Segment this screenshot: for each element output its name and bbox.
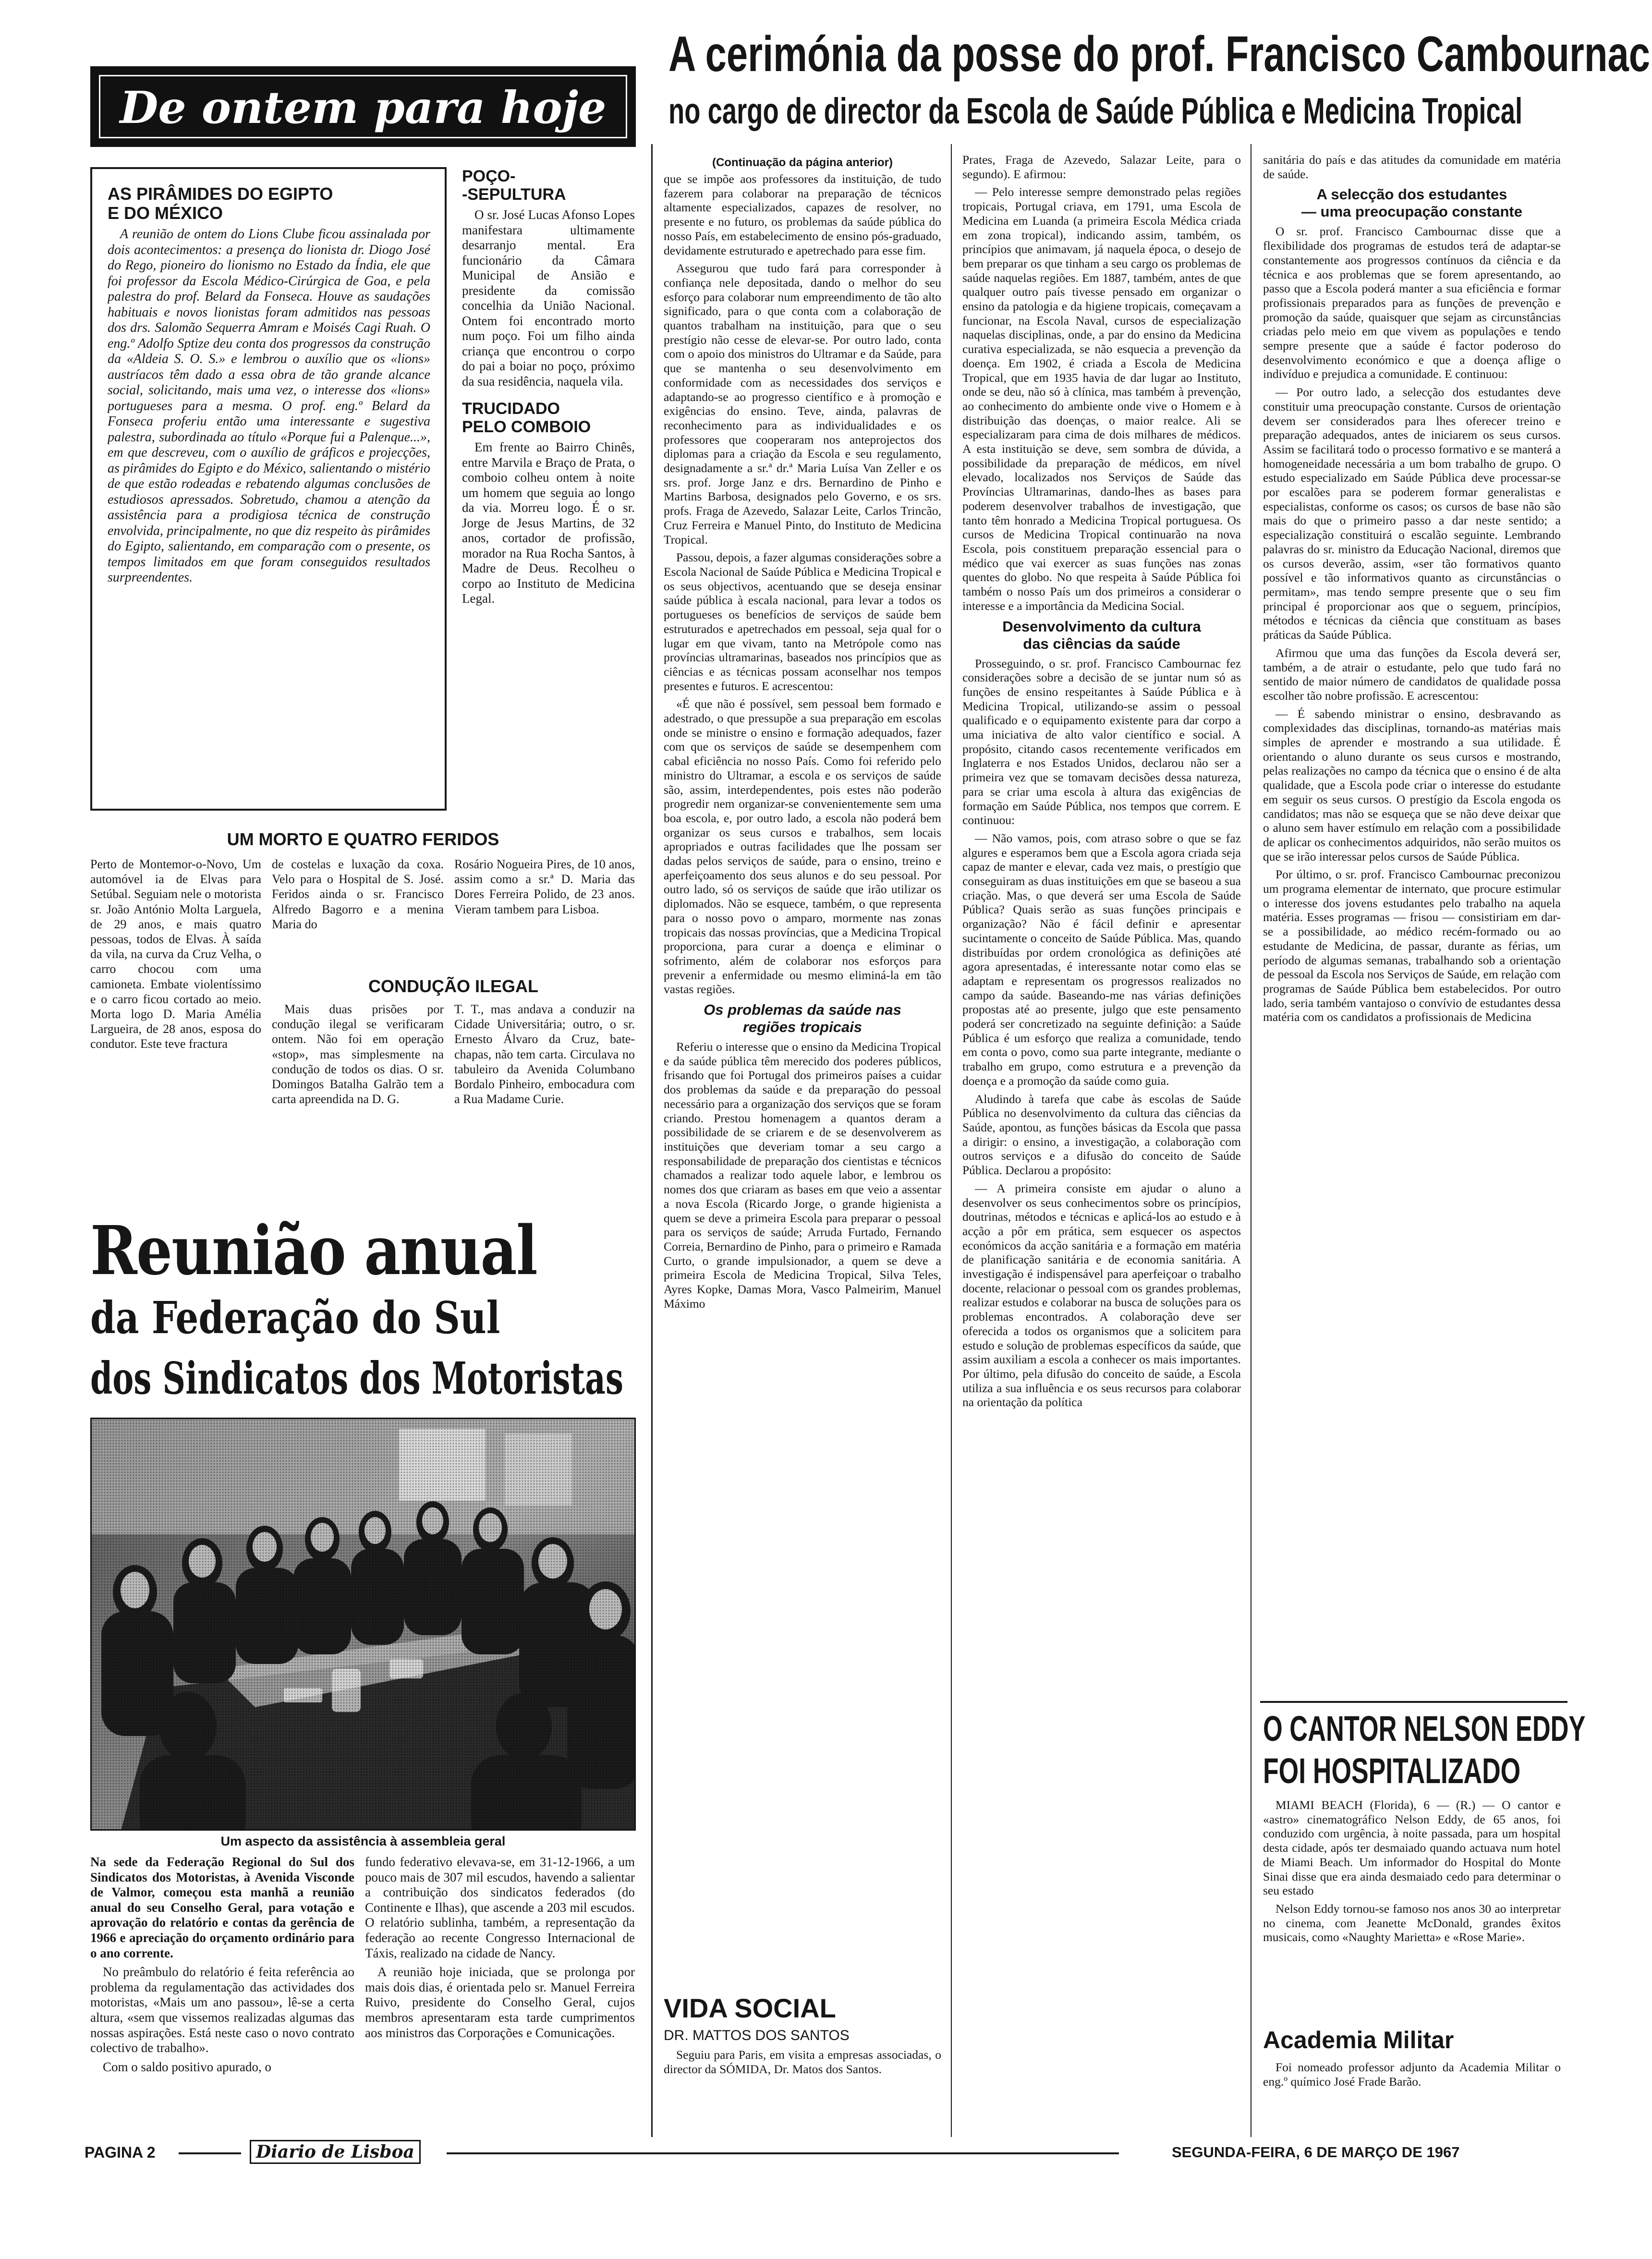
morto-col1 [90, 857, 261, 1188]
subhead-desenvolvimento [962, 618, 1241, 653]
subhead-seleccao-line1: A selecção dos estudantes [1316, 186, 1507, 203]
subhead-desenvolvimento-line2: das ciências da saúde [1023, 635, 1180, 652]
morto-body-1: Perto de Montemor-o-Novo, Um automóvel ia de Elvas para Setúbal. Seguiam nele o motorista sr. João António Molta Larguela, de 29 anos, e mais quatro pessoas, todos de Elvas. À saída da vila, na curva da Cruz Velha, o carro chocou com uma camioneta. Embate violentíssimo e o carro ficou cortado ao meio. Morta logo D. Maria Amélia Largueira, de 28 anos, esposa do condutor. Este teve fractura [90, 857, 261, 1051]
poco-title [462, 167, 635, 204]
vida-social-article [664, 2048, 941, 2125]
section-header-title: De ontem para hoje [120, 82, 607, 134]
reuniao-body-2: No preâmbulo do relatório é feita referência ao problema da regulamentação das actividades dos motoristas, «Mais um ano passou», lê-se a certa altura, «sem que vissemos realizadas algumas das nossas aspirações. Está neste caso o novo contrato colectivo de trabalho». [90, 1965, 354, 2055]
side-news-column [462, 167, 635, 811]
cerimonia-body-6: Prates, Fraga de Azevedo, Salazar Leite, para o segundo). E afirmou: [962, 153, 1241, 181]
cerimonia-body-7: — Pelo interesse sempre demonstrado pelas regiões tropicais, Portugal criava, em 1791, uma Escola de Medicina em Luanda (a primeira Escola Médica criada em zona tropical), indicando assim, também, os princípios que animavam, já naquela época, o desejo de bem preparar os que tinham a seu cargo os problemas de saúde naquelas regiões. Em 1887, também, antes de que qualquer outro país tivesse pensado em organizar o ensino da patologia e da higiene tropicais, começavam a funcionar, na Escola Naval, cursos de especialização naquelas disciplinas, onde, a par do ensino da Medicina curativa especializada, se não esquecia a prevenção da doença. Em 1902, é criada a Escola de Medicina Tropical, que em 1935 havia de dar lugar ao Instituto, onde se deu, não só à clínica, mas também à prevenção, ao conhecimento do ambiente onde vive o Homem e à distribuição das doenças, o maior realce. Ali se especializaram para cima de dois milhares de médicos. A esta instituição se deve, sem sombra de dúvida, a possibilidade da preparação de médicos, em nível elevado, localizados nos Serviços de Saúde das Províncias Ultramarinas, dando-lhes as bases para poderem desenvolver trabalhos de investigação, que tanto têm honrado a Medicina Tropical portuguesa. Os cursos de Medicina Tropical continuarão na nova Escola, pois constituem preparação essencial para o médico que vai exercer as suas funções nas zonas quentes do globo. No que respeita à Saúde Pública foi também o nosso País um dos primeiros a considerar o interesse e a importância da Medicina Social. [962, 185, 1241, 613]
reuniao-col1 [90, 1855, 354, 2143]
cerimonia-body-3: Passou, depois, a fazer algumas considerações sobre a Escola Nacional de Saúde Pública e Medicina Tropical e os seus objectivos, acentuando que se deseja ensinar saúde pública à escala nacional, para levar a todos os portugueses os benefícios de serviços de saúde bem estruturados e apetrechados em pessoal, seja qual for o lugar em que vivam, tanto na Metrópole como nas províncias ultramarinas, baseados nos princípios que as ciências e as técnicas possam aconselhar nos tempos presentes e futuros. E acrescentou: [664, 550, 941, 693]
trucidado-body: Em frente ao Bairro Chinês, entre Marvila e Braço de Prata, o comboio colheu ontem à noite um homem que seguia ao longo da via. Morreu logo. É o sr. Jorge de Jesus Martins, de 32 anos, cortador de profissão, morador na Rua Rocha Santos, à Madre de Deus. Recolheu o corpo ao Instituto de Medicina Legal. [462, 440, 635, 606]
nelson-body-2: Nelson Eddy tornou-se famoso nos anos 30 ao interpretar no cinema, com Jeanette McDonald, grandes êxitos musicais, como «Naughty Marietta» e «Rose Marie». [1263, 1901, 1561, 1944]
footer-page-number: PAGINA 2 [85, 2144, 156, 2161]
poco-body: O sr. José Lucas Afonso Lopes manifestara ultimamente desarranjo mental. Era funcionário da Câmara Municipal de Ansião e presidente da comissão concelhia da União Nacional. Ontem foi encontrado morto num poço. Foi um filho ainda criança que encontrou o corpo do pai a boiar no poço, próximo da sua residência, naquela vila. [462, 207, 635, 389]
cerimonia-body-14: — Por outro lado, a selecção dos estudantes deve constituir uma preocupação constante. Cursos de orientação devem ser considerados para lhes oferecer treino e preparação adequados, antes de iniciarem os seus cursos. Assim se facilitará todo o processo formativo e se manterá a homogeneidade necessária a um bom trabalho de grupo. O estudo especializado em Saúde Pública deve processar-se por escalões para se poderem formar generalistas e especialistas, conforme os casos; os cursos de base não são mais do que o primeiro passo a dar neste sentido; a especialização constituirá o escalão seguinte. Lembrando palavras do sr. ministro da Educação Nacional, diremos que os cursos deverão, assim, «ser tão formativos quanto possível e tão informativos quanto as circunstâncias o permitam», mas tendo sempre presente que o seu fim principal é proporcionar aos que o seguem, princípios, métodos e técnicas da ciência que constituam as bases práticas da Saúde Pública. [1263, 385, 1561, 642]
photo-caption: Um aspecto da assistência à assembleia geral [220, 1834, 506, 1848]
subhead-problemas-line2: regiões tropicais [742, 1019, 862, 1036]
footer-rule-left [179, 2152, 241, 2154]
subhead-seleccao-line2: — uma preocupação constante [1301, 203, 1522, 220]
main-headline-line2: no cargo de director da Escola de Saúde Pública e Medicina Tropical [668, 91, 1523, 132]
cerimonia-body-13: O sr. prof. Francisco Cambournac disse que a flexibilidade dos programas de estudos terá de adaptar-se constantemente aos progressos contínuos da ciência e da técnica e aos problemas que se forem apresentando, ao passo que a Escola poderá manter a sua eficiência e formar profissionais preparados para as funções de prevenção e promoção da saúde, quaisquer que sejam as circunstâncias criadas pelo meio em que vivem as populações e tendo sempre presente que a saúde é factor poderoso do desenvolvimento económico e que a doença aflige o indivíduo e prejudica a comunidade. E continuou: [1263, 224, 1561, 381]
cerimonia-body-1: que se impõe aos professores da instituição, de tudo fazerem para colaborar na preparação de técnicos altamente especializados, capazes de resolver, no presente e no futuro, os problemas da saúde pública do nosso País, em estabelecimento de ensino pós-graduado, devidamente estruturado e apetrechado para esse fim. [664, 172, 941, 257]
reuniao-body-1: Na sede da Federação Regional do Sul dos Sindicatos dos Motoristas, à Avenida Visconde de Valmor, começou esta manhã a reunião anual do seu Conselho Geral, para votação e aprovação do relatório e contas da gerência de 1966 e apreciação do orçamento ordinário para o ano corrente. [90, 1855, 354, 1960]
column-rule-left [651, 144, 653, 2137]
nelson-headline-line2: FOI HOSPITALIZADO [1263, 1751, 1521, 1791]
cerimonia-body-4: «É que não é possível, sem pessoal bem formado e adestrado, o que pressupõe a sua preparação em escolas onde se ministre o ensino e formação adequados, fazer com que os serviços de saúde se desempenhem com cabal eficiência no nosso País. Como foi referido pelo ministro do Ultramar, a escola e os serviços de saúde são, assim, interdependentes, pois estes não poderão progredir nem organizar-se convenientemente sem uma boa escola, e, por outro lado, a escola não poderá bem organizar os seus cursos e trabalhos, sem locais apropriados e outras facilidades que lhe possam ser dadas pelos serviços de saúde, para o ensino, treino e aperfeiçoamento dos seus alunos e do seu pessoal. Por outro lado, só os serviços de saúde que irão utilizar os diplomados. Não se esquece, também, o que representa para o nosso povo o amparo, mormente nas zonas tropicais das nossas províncias, que a Medicina Tropical proporciona, para curar a doença e eliminar o sofrimento, além de colaborar nos esforços para prevenir a enfermidade ou mesmo eliminá-la em tão vastas regiões. [664, 697, 941, 996]
vida-social-title: VIDA SOCIAL [664, 1993, 836, 2023]
nelson-body-1: MIAMI BEACH (Florida), 6 — (R.) — O cantor e «astro» cinematográfico Nelson Eddy, de 65 anos, foi conduzido com urgência, à noite passada, para um hospital desta cidade, após ter desmaiado quando actuava num hotel de Miami Beach. Um informador do Hospital do Monte Sinai disse que era ainda desmaiado cedo para determinar o seu estado [1263, 1798, 1561, 1898]
poco-title-line2: -SEPULTURA [462, 185, 566, 204]
piramides-article [108, 182, 430, 802]
assembly-photo-image [92, 1419, 636, 1831]
cerimonia-body-9: — Não vamos, pois, com atraso sobre o que se faz algures e esperamos bem que a Escola agora criada seja capaz de manter e elevar, cada vez mais, o prestígio que conseguiram as duas instituições em que se baseou a sua criação. Mas, o que deverá ser uma Escola de Saúde Pública? Quais serão as suas funções principais e organização? Não é fácil definir e apresentar sucintamente o conceito de Saúde Pública. Mas, quando distribuídas por ordem cronológica as definições até agora apresentadas, é interessante notar como elas se adaptam e representam os progressos realizados no campo da saúde. Baseando-me nas várias definições propostas até ao presente, julgo que este pensamento poderá ser concretizado na seguinte definição: a Saúde Pública é um esforço que realiza a comunidade, tendo em conta o povo, como sua parte integrante, mediante o trabalho em grupo, como estrutura e a prevenção da doença e a promoção da saúde como guia. [962, 831, 1241, 1088]
cerimonia-body-16: — É sabendo ministrar o ensino, desbravando as complexidades das disciplinas, tornando-as matérias mais simples de aprender e mostrando a sua utilidade. É orientando o aluno durante os seus cursos e mostrando, pelas realizações no campo da técnica que o ensino é de alta qualidade, que a Escola pode criar o interesse do estudante em seguir os seus cursos. O prestígio da Escola engoda os candidatos; mas não se esqueça que se não deve deixar que o aluno sem haver estímulo em relação com a possibilidade de aplicar os conhecimentos adquiridos, não serão muitos os que se irão interessar pelos cursos de Saúde Pública. [1263, 706, 1561, 863]
reuniao-col2 [365, 1855, 635, 2143]
conducao-col2 [454, 1002, 635, 1203]
poco-title-line1: POÇO- [462, 167, 516, 185]
morto-col3 [454, 857, 635, 967]
footer-date: SEGUNDA-FEIRA, 6 DE MARÇO DE 1967 [1172, 2144, 1460, 2161]
subhead-problemas [664, 1001, 941, 1036]
morto-col2 [272, 857, 444, 967]
conducao-title: CONDUÇÃO ILEGAL [368, 976, 538, 996]
assembly-photo [90, 1418, 636, 1831]
reuniao-body-5: A reunião hoje iniciada, que se prolonga por mais dois dias, é orientada pelo sr. Manuel Ferreira Ruivo, presidente do Conselho Geral, cujos membros apresentaram esta tarde cumprimentos aos ministros das Corporações e Comunicações. [365, 1965, 635, 2040]
vida-social-subtitle: DR. MATTOS DOS SANTOS [664, 2028, 850, 2043]
cerimonia-body-15: Afirmou que uma das funções da Escola deverá ser, também, a de atrair o estudante, pelo que tudo fará no sentido de maior número de candidatos de qualidade possa escolher tão nobre profissão. E acrescentou: [1263, 645, 1561, 703]
piramides-title [108, 184, 430, 223]
subhead-seleccao [1263, 186, 1561, 220]
piramides-body: A reunião de ontem do Lions Clube ficou assinalada por dois acontecimentos: a presença do lionista dr. Diogo José do Rego, pioneiro do lionismo no Estado da Índia, ele que foi professor da Escola Médico-Cirúrgica de Goa, e pela palestra do prof. Belard da Fonseca. Houve as saudações habituais e novos lionistas foram admitidos nas pessoas dos drs. Salomão Sequerra Amram e Moisés Cagi Ruah. O eng.º Adolfo Sptize deu conta dos progressos da construção da «Aldeia S. O. S.» e lembrou o auxílio que os «lions» austríacos têm dado a essa obra de tão grande alcance social, solicitando, mais uma vez, o interesse dos «lions» portugueses para a mesma. O prof. eng.º Belard da Fonseca proferiu então uma interessante e sugestiva palestra, subordinada ao título «Porque fui a Palenque...», em que descreveu, com o auxílio de gráficos e projecções, as pirâmides do Egipto e do México, salientando o mistério de que estão rodeadas e rebatendo algumas conclusões de estudiosos apressados. Sobretudo, chamou a atenção da assistência para a prodigiosa técnica de construção envolvida, principalmente, no que diz respeito às pirâmides do Egipto, salientando, em comparação com o presente, os tempos limitados em que foram conseguidos resultados surpreendentes. [108, 227, 430, 585]
cerimonia-body-8: Prosseguindo, o sr. prof. Francisco Cambournac fez considerações sobre a decisão de se juntar num só as funções de ensino respeitantes à Saúde Pública e à Medicina Tropical, utilizando-se assim o pessoal qualificado e o equipamento existente para dar corpo a uma iniciativa de alto valor científico e social. A propósito, citando casos recentemente verificados em Inglaterra e nos Estados Unidos, declarou não ser a primeira vez que se tomavam decisões dessa natureza, para se criar uma escola à altura das exigências de formação em Saúde Pública, nos tempos que correm. E continuou: [962, 656, 1241, 827]
nelson-rule-top [1260, 1701, 1567, 1703]
morto-body-3: Rosário Nogueira Pires, de 10 anos, assim como a sr.ª D. Maria das Dores Ferreira Polido, de 23 anos. Vieram tambem para Lisboa. [454, 857, 635, 916]
main-headline-line1: A cerimónia da posse do prof. Francisco Cambournac [668, 26, 1650, 82]
cerimonia-body-10: Aludindo à tarefa que cabe às escolas de Saúde Pública no desenvolvimento da cultura das ciências da Saúde, apontou, as funções básicas da Escola que passa a dirigir: o ensino, a investigação, a colaboração com outros serviços e a difusão do conceito de Saúde Pública. Declarou a propósito: [962, 1092, 1241, 1178]
subhead-desenvolvimento-line1: Desenvolvimento da cultura [1002, 618, 1201, 635]
continuation-note: (Continuação da página anterior) [712, 156, 893, 169]
column-rule-2 [951, 144, 952, 2137]
reuniao-body-3: Com o saldo positivo apurado, o [103, 2059, 271, 2074]
piramides-title-line1: AS PIRÂMIDES DO EGIPTO [108, 184, 333, 204]
reuniao-headline-line1: Reunião anual [90, 1212, 537, 1290]
conducao-body-2: T. T., mas andava a conduzir na Cidade Universitária; outro, o sr. Ernesto Álvaro da Cruz, bate-chapas, não tem carta. Circulava no tabuleiro da Avenida Columbano Bordalo Pinheiro, embocadura com a Rua Madame Curie. [454, 1002, 635, 1106]
academia-body: Foi nomeado professor adjunto da Academia Militar o eng.º químico José Frade Barão. [1263, 2060, 1561, 2089]
cerimonia-body-17: Por último, o sr. prof. Francisco Cambournac preconizou um programa elementar de internato, que procure estimular o interesse dos jovens estudantes pelo trabalho na aquela matéria. Esses programas — frisou — consistiriam em dar-se a possibilidade, ao médico recém-formado ou ao estudante de Medicina, de passar, durante as férias, um período de algumas semanas, trabalhando sob a orientação de pessoal da Escola nos Serviços de Saúde, em relação com programas de Saúde Pública bem estabelecidos. Por outro lado, seria também vantajoso o convívio de estudantes dessa matéria com os candidatos a profissionais de Medicina [1263, 867, 1561, 1024]
morto-body-2: de costelas e luxação da coxa. Velo para o Hospital de S. José. Feridos ainda o sr. Francisco Alfredo Bagorro e a menina Maria do [272, 857, 444, 931]
cerimonia-body-5: Referiu o interesse que o ensino da Medicina Tropical e da saúde pública têm merecido dos poderes públicos, frisando que foi Portugal dos primeiros países a cuidar dos problemas da saúde e da preparação do pessoal necessário para a organização dos serviços que se foram criando. Prestou homenagem a quantos deram a possibilidade de se criarem e de se desenvolverem as instituições que deveriam tomar a seu cargo a responsabilidade de preparação dos cientistas e técnicos chamados a realizar todo aquele labor, e lembrou os nomes dos que criaram as bases em que veio a assentar a nova Escola (Ricardo Jorge, o grande higienista a quem se deve a primeira Escola para preparar o pessoal para os serviços de saúde; Arruda Furtado, Fernando Correia, Bernardino de Pinho, para o primeiro e Ramada Curto, o grande impulsionador, a quem se deve a primeira Escola de Medicina Tropical, Silva Teles, Ayres Kopke, Damas Mora, Vasco Palmeirim, Manuel Máximo [664, 1040, 941, 1311]
cerimonia-col1 [664, 156, 941, 1986]
academia-title: Academia Militar [1263, 2027, 1454, 2053]
conducao-body-1: Mais duas prisões por condução ilegal se verificaram ontem. Não foi em operação «stop», mas simplesmente na condução de todos os dias. O sr. Domingos Batalha Galrão tem a carta apreendida na D. G. [272, 1002, 444, 1106]
cerimonia-col3 [1263, 153, 1561, 1698]
cerimonia-col2 [962, 153, 1241, 2126]
nelson-headline-line1: O CANTOR NELSON EDDY [1263, 1709, 1586, 1749]
footer-masthead: Diario de Lisboa [250, 2140, 421, 2164]
section-header-box [90, 66, 636, 147]
trucidado-title [462, 400, 635, 436]
trucidado-title-line1: TRUCIDADO [462, 400, 560, 418]
footer-rule-mid [447, 2152, 1119, 2154]
subhead-problemas-line1: Os problemas da saúde nas [704, 1001, 901, 1019]
trucidado-title-line2: PELO COMBOIO [462, 418, 591, 436]
cerimonia-body-12: sanitária do país e das atitudes da comunidade em matéria de saúde. [1263, 153, 1561, 181]
cerimonia-body-11: — A primeira consiste em ajudar o aluno a desenvolver os seus conhecimentos sobre os princípios, doutrinas, métodos e técnicas e aplicá-los ao estudo e à acção a pôr em prática, sem esquecer os aspectos económicos da acção sanitária e a formação em matéria de planificação sanitária e de economia sanitária. A investigação é indispensável para aperfeiçoar o trabalho docente, relacionar o pessoal com os grandes problemas, realizar estudos e colaborar na busca de soluções para os problemas encontrados. A colaboração deve ser oferecida a todos os organismos que a solicitem para estudo e solução de problemas específicos da saúde, que assim auxiliam a escola a conhecer os mais importantes. Por último, pela difusão do conceito de saúde, a Escola utiliza a sua influência e os seus recursos para colaborar na orientação da política [962, 1181, 1241, 1409]
piramides-title-line2: E DO MÉXICO [108, 203, 223, 223]
academia-article [1263, 2060, 1561, 2127]
conducao-col1 [272, 1002, 444, 1203]
nelson-article [1263, 1798, 1561, 2024]
cerimonia-body-2: Assegurou que tudo fará para corresponder à confiança nele depositada, dando o melhor do seu esforço para colaborar num empreendimento de tão alto significado, para o que conta com a colaboração de quantos trabalham na instituição, para que o seu prestígio não cesse de elevar-se. Por outro lado, conta com o apoio dos ministros do Ultramar e da Saúde, para que se mantenha o seu desenvolvimento em conformidade com as necessidades dos serviços e adaptando-se ao progresso científico e à promoção e exigências do ensino. Teve, ainda, palavras de reconhecimento para as individualidades e os professores que cooperaram nos anteprojectos dos diplomas para a criação da Escola e seu regulamento, designadamente a sr.ª dr.ª Maria Luísa Van Zeller e os srs. prof. Jorge Janz e drs. Bernardino de Pinho e Martins Barbosa, designados pelo Governo, e os srs. profs. Fraga de Azevedo, Salazar Leite, Carlos Trincão, Cruz Ferreira e Manuel Pinto, do Instituto de Medicina Tropical. [664, 261, 941, 547]
reuniao-headline-line2: da Federação do Sul [90, 1292, 500, 1344]
reuniao-body-4: fundo federativo elevava-se, em 31-12-1966, a um pouco mais de 307 mil escudos, havendo a salientar a contribuição dos sindicatos federados (do Continente e Ilhas), que ascende a 203 mil escudos. O relatório sublinha, também, a representação da federação ao recente Congresso Internacional de Táxis, realizado na cidade de Nancy. [365, 1855, 635, 1960]
vida-social-body: Seguiu para Paris, em visita a empresas associadas, o director da SÓMIDA, Dr. Matos dos Santos. [664, 2048, 941, 2076]
reuniao-headline-line3: dos Sindicatos dos Motoristas [90, 1352, 624, 1404]
morto-title: UM MORTO E QUATRO FERIDOS [227, 829, 499, 849]
